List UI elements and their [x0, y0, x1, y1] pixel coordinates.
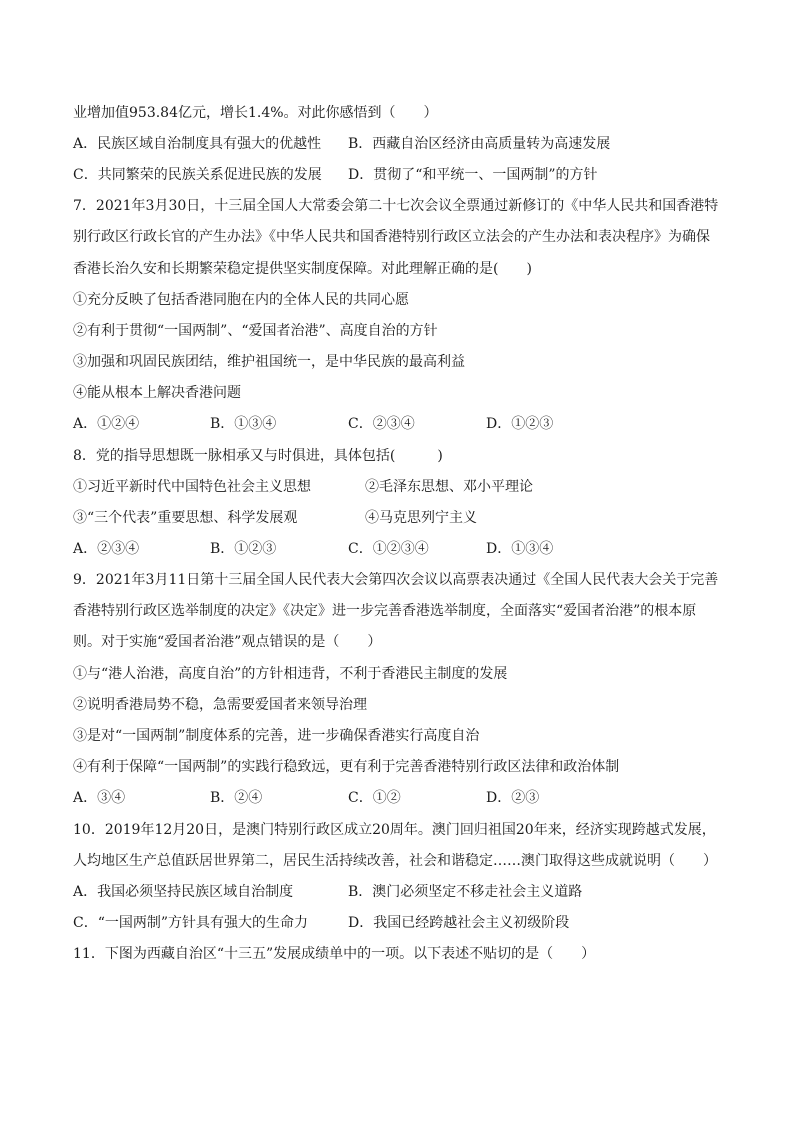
q10-option-a: A．我国必须坚持民族区域自治制度 — [73, 884, 294, 900]
q9-option-a: A．③④ — [73, 790, 126, 806]
q9-item-2: ②说明香港局势不稳，急需要爱国者来领导治理 — [73, 697, 367, 713]
q9-stem-line-1: 9．2021年3月11日第十三届全国人民代表大会第四次会议以高票表决通过《全国人民代表大会关于完善 — [73, 572, 719, 588]
q6-option-a: A．民族区域自治制度具有强大的优越性 — [73, 136, 322, 152]
q6-option-b: B．西藏自治区经济由高质量转为高速发展 — [348, 136, 611, 152]
q9-item-4: ④有利于保障“一国两制”的实践行稳致远，更有利于完善香港特别行政区法律和政治体制 — [73, 759, 620, 775]
q10-option-b: B．澳门必须坚定不移走社会主义道路 — [348, 884, 583, 900]
q9-option-d: D．②③ — [486, 790, 540, 806]
q9-stem-line-2: 香港特别行政区选举制度的决定》《决定》进一步完善香港选举制度，全面落实“爱国者治港”的根本原 — [73, 603, 697, 619]
q9-option-c: C．①② — [348, 790, 401, 806]
q8-item-3: ③“三个代表”重要思想、科学发展观 — [73, 510, 298, 526]
q7-option-a: A．①②④ — [73, 416, 140, 432]
q10-option-d: D．我国已经跨越社会主义初级阶段 — [348, 915, 570, 931]
q8-item-2: ②毛泽东思想、邓小平理论 — [365, 479, 533, 495]
q8-option-d: D．①③④ — [486, 541, 554, 557]
q9-item-1: ①与“港人治港，高度自治”的方针相违背，不利于香港民主制度的发展 — [73, 666, 508, 682]
q9-stem-line-3: 则。对于实施“爱国者治港”观点错误的是（ ） — [73, 634, 382, 650]
q6-option-d: D．贯彻了“和平统一、一国两制”的方针 — [348, 167, 598, 183]
q10-stem-line-2: 人均地区生产总值跃居世界第二，居民生活持续改善，社会和谐稳定……澳门取得这些成就说明（ ） — [73, 853, 717, 869]
q10-option-c: C．“一国两制”方针具有强大的生命力 — [73, 915, 309, 931]
q6-stem-tail: 业增加值953.84亿元，增长1.4%。对此你感悟到（ ） — [73, 105, 438, 121]
q7-option-d: D．①②③ — [486, 416, 554, 432]
q7-item-2: ②有利于贯彻“一国两制”、“爱国者治港”、高度自治的方针 — [73, 323, 438, 339]
q9-option-b: B．②④ — [210, 790, 263, 806]
q9-item-3: ③是对“一国两制”制度体系的完善，进一步确保香港实行高度自治 — [73, 728, 480, 744]
q7-item-1: ①充分反映了包括香港同胞在内的全体人民的共同心愿 — [73, 292, 409, 308]
q8-item-1: ①习近平新时代中国特色社会主义思想 — [73, 479, 311, 495]
q8-option-b: B．①②③ — [210, 541, 277, 557]
q6-option-c: C．共同繁荣的民族关系促进民族的发展 — [73, 167, 322, 183]
q11-stem: 11．下图为西藏自治区“十三五”发展成绩单中的一项。以下表述不贴切的是（ ） — [73, 946, 596, 962]
q7-option-c: C．②③④ — [348, 416, 415, 432]
q8-option-a: A．②③④ — [73, 541, 140, 557]
q7-option-b: B．①③④ — [210, 416, 277, 432]
q7-item-3: ③加强和巩固民族团结，维护祖国统一，是中华民族的最高利益 — [73, 354, 465, 370]
q7-stem-line-3: 香港长治久安和长期繁荣稳定提供坚实制度保障。对此理解正确的是( ) — [73, 261, 532, 277]
q10-stem-line-1: 10．2019年12月20日，是澳门特别行政区成立20周年。澳门回归祖国20年来，经济实现跨越式发展， — [73, 822, 716, 838]
q7-item-4: ④能从根本上解决香港问题 — [73, 385, 241, 401]
q7-stem-line-1: 7．2021年3月30日，十三届全国人大常委会第二十七次会议全票通过新修订的《中华人民共和国香港特 — [73, 198, 719, 214]
q8-item-4: ④马克思列宁主义 — [365, 510, 477, 526]
q8-stem: 8．党的指导思想既一脉相承又与时俱进，具体包括( ) — [73, 448, 443, 464]
q8-option-c: C．①②③④ — [348, 541, 429, 557]
q7-stem-line-2: 别行政区行政长官的产生办法》《中华人民共和国香港特别行政区立法会的产生办法和表决程序》为确保 — [73, 229, 710, 245]
